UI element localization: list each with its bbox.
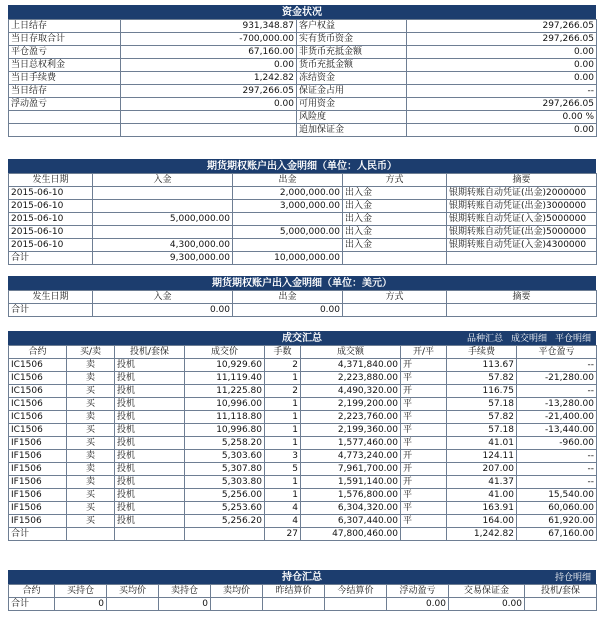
trade-row — [9, 411, 597, 424]
column-header: 入金 — [93, 291, 233, 304]
table-cell: IC1506 — [9, 385, 67, 398]
table-cell — [93, 200, 233, 213]
table-cell: 浮动盈亏 — [9, 98, 121, 111]
column-header: 合约 — [9, 346, 67, 359]
table-cell: 164.00 — [447, 515, 517, 528]
total-cell — [343, 252, 447, 265]
column-header: 昨结算价 — [263, 585, 325, 598]
table-cell — [93, 226, 233, 239]
column-header: 合约 — [9, 585, 55, 598]
table-cell: 出入金 — [343, 200, 447, 213]
table-cell: 4 — [265, 502, 301, 515]
column-header: 平仓盈亏 — [517, 346, 597, 359]
column-header: 成交额 — [301, 346, 401, 359]
table-cell: 5,258.20 — [185, 437, 265, 450]
table-cell: 4,773,240.00 — [301, 450, 401, 463]
cashflow-row — [9, 187, 597, 200]
table-cell: 投机 — [115, 489, 185, 502]
table-cell: 0.00 — [407, 59, 597, 72]
table-cell: 买 — [67, 515, 115, 528]
table-cell: 客户权益 — [297, 20, 407, 33]
table-cell: 1 — [265, 489, 301, 502]
column-header: 开/平 — [401, 346, 447, 359]
table-cell: -- — [517, 359, 597, 372]
total-cell — [115, 528, 185, 541]
positions-link-0[interactable]: 持仓明细 — [554, 573, 591, 583]
trades-table — [8, 345, 597, 541]
table-cell: 投机 — [115, 359, 185, 372]
table-cell: 163.91 — [447, 502, 517, 515]
table-cell: 15,540.00 — [517, 489, 597, 502]
table-cell: 57.18 — [447, 424, 517, 437]
table-cell: 当日结存 — [9, 85, 121, 98]
total-cell — [107, 598, 159, 611]
total-cell: 合计 — [9, 528, 67, 541]
table-cell: 57.18 — [447, 398, 517, 411]
table-cell: 5,000,000.00 — [93, 213, 233, 226]
total-cell — [525, 598, 597, 611]
funds-row — [9, 85, 597, 98]
table-cell: 上日结存 — [9, 20, 121, 33]
table-cell: 4,371,840.00 — [301, 359, 401, 372]
total-cell — [401, 528, 447, 541]
column-header: 交易保证金 — [449, 585, 525, 598]
table-cell: 投机 — [115, 476, 185, 489]
table-cell: 5,000,000.00 — [233, 226, 343, 239]
column-header: 出金 — [233, 174, 343, 187]
trade-row — [9, 424, 597, 437]
table-cell — [233, 239, 343, 252]
column-header: 投机/套保 — [115, 346, 185, 359]
cashflow-row — [9, 200, 597, 213]
table-cell: 买 — [67, 385, 115, 398]
total-cell: 合计 — [9, 252, 93, 265]
table-cell: 1 — [265, 424, 301, 437]
cashflow-row — [9, 213, 597, 226]
table-cell: 113.67 — [447, 359, 517, 372]
table-cell: -- — [517, 476, 597, 489]
total-cell — [211, 598, 263, 611]
table-cell: 投机 — [115, 372, 185, 385]
column-header: 发生日期 — [9, 291, 93, 304]
total-row — [9, 528, 597, 541]
table-cell: 开 — [401, 359, 447, 372]
table-cell: IF1506 — [9, 489, 67, 502]
table-cell: 2 — [265, 359, 301, 372]
table-cell: 1 — [265, 437, 301, 450]
table-cell: 出入金 — [343, 226, 447, 239]
table-cell: 4,490,320.00 — [301, 385, 401, 398]
table-cell: 卖 — [67, 411, 115, 424]
table-cell: 5,307.80 — [185, 463, 265, 476]
total-cell: 0 — [159, 598, 211, 611]
table-cell: 风险度 — [297, 111, 407, 124]
positions-title-bar — [8, 570, 596, 584]
table-cell: 11,225.80 — [185, 385, 265, 398]
table-cell: 2,199,200.00 — [301, 398, 401, 411]
trade-row — [9, 437, 597, 450]
table-cell: IC1506 — [9, 372, 67, 385]
table-cell: 投机 — [115, 411, 185, 424]
total-cell — [263, 598, 325, 611]
column-header: 成交价 — [185, 346, 265, 359]
table-cell: 保证金占用 — [297, 85, 407, 98]
table-cell: 297,266.05 — [407, 98, 597, 111]
column-header: 浮动盈亏 — [387, 585, 449, 598]
table-cell: 平 — [401, 398, 447, 411]
table-cell: IF1506 — [9, 502, 67, 515]
total-cell — [325, 598, 387, 611]
table-cell: 2,223,880.00 — [301, 372, 401, 385]
table-cell: 卖 — [67, 372, 115, 385]
total-cell — [343, 304, 447, 317]
total-cell: 27 — [265, 528, 301, 541]
table-cell: -21,400.00 — [517, 411, 597, 424]
table-cell: 银期转账自动凭证(出金)3000000 — [447, 200, 597, 213]
table-cell: 投机 — [115, 515, 185, 528]
table-cell: IC1506 — [9, 359, 67, 372]
total-row — [9, 598, 597, 611]
column-header: 买均价 — [107, 585, 159, 598]
trade-row — [9, 372, 597, 385]
table-cell: 1 — [265, 411, 301, 424]
table-cell: 2,199,360.00 — [301, 424, 401, 437]
table-cell: 2015-06-10 — [9, 226, 93, 239]
column-header: 买持仓 — [55, 585, 107, 598]
table-cell: 1 — [265, 372, 301, 385]
table-cell: -13,280.00 — [517, 398, 597, 411]
table-cell: 116.75 — [447, 385, 517, 398]
usd-cashflow-section — [8, 276, 596, 317]
usd-cashflow-title: 期货期权账户出入金明细（单位：美元） — [8, 276, 596, 290]
table-cell: IF1506 — [9, 463, 67, 476]
table-cell: -700,000.00 — [121, 33, 297, 46]
table-cell — [121, 111, 297, 124]
table-cell: 1 — [265, 398, 301, 411]
column-header: 卖持仓 — [159, 585, 211, 598]
positions-section — [8, 570, 596, 611]
table-cell: IF1506 — [9, 437, 67, 450]
table-cell: 10,929.60 — [185, 359, 265, 372]
table-cell: 0.00 — [407, 124, 597, 137]
table-cell: 1,242.82 — [121, 72, 297, 85]
table-cell: 货币充抵金额 — [297, 59, 407, 72]
funds-row — [9, 124, 597, 137]
table-cell: 10,996.00 — [185, 398, 265, 411]
table-cell: 开 — [401, 385, 447, 398]
column-header: 摘要 — [447, 291, 597, 304]
table-cell: 6,304,320.00 — [301, 502, 401, 515]
table-cell: 0.00 — [407, 46, 597, 59]
table-cell: 开 — [401, 463, 447, 476]
table-cell: 银期转账自动凭证(出金)2000000 — [447, 187, 597, 200]
table-cell: 1,577,460.00 — [301, 437, 401, 450]
total-cell: 合计 — [9, 598, 55, 611]
table-cell: 当日总权利金 — [9, 59, 121, 72]
column-header: 入金 — [93, 174, 233, 187]
table-cell: 实有货币资金 — [297, 33, 407, 46]
table-cell: 买 — [67, 489, 115, 502]
table-cell: 67,160.00 — [121, 46, 297, 59]
total-row — [9, 304, 597, 317]
column-header: 发生日期 — [9, 174, 93, 187]
table-cell — [9, 111, 121, 124]
table-cell: IF1506 — [9, 476, 67, 489]
table-cell: 57.82 — [447, 372, 517, 385]
table-cell: 5 — [265, 463, 301, 476]
trade-row — [9, 476, 597, 489]
total-cell: 合计 — [9, 304, 93, 317]
table-cell: 124.11 — [447, 450, 517, 463]
table-cell: 买 — [67, 437, 115, 450]
table-cell: 61,920.00 — [517, 515, 597, 528]
funds-section — [8, 5, 596, 137]
table-cell: 平 — [401, 411, 447, 424]
table-cell: 5,303.80 — [185, 476, 265, 489]
cashflow-row — [9, 226, 597, 239]
table-cell: 11,118.80 — [185, 411, 265, 424]
trades-section — [8, 331, 596, 541]
total-cell: 0.00 — [93, 304, 233, 317]
table-cell: 投机 — [115, 424, 185, 437]
total-cell — [447, 304, 597, 317]
table-cell: 1 — [265, 476, 301, 489]
trades-links — [459, 332, 591, 346]
table-cell: 投机 — [115, 502, 185, 515]
table-cell: 2,223,760.00 — [301, 411, 401, 424]
table-cell: 207.00 — [447, 463, 517, 476]
table-cell: 0.00 — [121, 59, 297, 72]
total-cell: 1,242.82 — [447, 528, 517, 541]
table-cell: 5,256.00 — [185, 489, 265, 502]
table-cell: -- — [407, 85, 597, 98]
table-cell: 7,961,700.00 — [301, 463, 401, 476]
table-cell: IF1506 — [9, 515, 67, 528]
table-cell: 平 — [401, 372, 447, 385]
column-header: 今结算价 — [325, 585, 387, 598]
total-cell: 10,000,000.00 — [233, 252, 343, 265]
total-cell: 67,160.00 — [517, 528, 597, 541]
table-cell: 开 — [401, 476, 447, 489]
table-cell: 1,576,800.00 — [301, 489, 401, 502]
total-cell: 0.00 — [387, 598, 449, 611]
table-cell: 0.00 — [407, 72, 597, 85]
table-cell: 平仓盈亏 — [9, 46, 121, 59]
table-cell: 买 — [67, 502, 115, 515]
table-cell: 投机 — [115, 450, 185, 463]
funds-row — [9, 33, 597, 46]
table-cell: -13,440.00 — [517, 424, 597, 437]
table-cell: 57.82 — [447, 411, 517, 424]
trade-row — [9, 398, 597, 411]
column-header: 手数 — [265, 346, 301, 359]
total-cell: 0 — [55, 598, 107, 611]
table-cell: 5,256.20 — [185, 515, 265, 528]
rmb-cashflow-title: 期货期权账户出入金明细（单位：人民币） — [8, 159, 596, 173]
table-cell: -- — [517, 463, 597, 476]
column-header: 方式 — [343, 291, 447, 304]
total-cell: 9,300,000.00 — [93, 252, 233, 265]
total-cell — [447, 252, 597, 265]
table-cell: 5,303.60 — [185, 450, 265, 463]
table-cell: 投机 — [115, 398, 185, 411]
table-cell: 60,060.00 — [517, 502, 597, 515]
table-cell: 0.00 % — [407, 111, 597, 124]
table-cell: 2 — [265, 385, 301, 398]
table-cell: 投机 — [115, 385, 185, 398]
trade-row — [9, 450, 597, 463]
table-cell: 银期转账自动凭证(入金)4300000 — [447, 239, 597, 252]
table-cell: 非货币充抵金额 — [297, 46, 407, 59]
funds-row — [9, 46, 597, 59]
table-cell: -- — [517, 450, 597, 463]
table-cell: 银期转账自动凭证(出金)5000000 — [447, 226, 597, 239]
table-cell: -21,280.00 — [517, 372, 597, 385]
table-cell: 平 — [401, 502, 447, 515]
rmb-cashflow-table — [8, 173, 597, 265]
total-row — [9, 252, 597, 265]
table-cell — [233, 213, 343, 226]
total-cell — [67, 528, 115, 541]
table-cell: 当日存取合计 — [9, 33, 121, 46]
table-cell: 买 — [67, 398, 115, 411]
column-header: 摘要 — [447, 174, 597, 187]
table-cell — [9, 124, 121, 137]
table-cell: -- — [517, 385, 597, 398]
table-cell: IC1506 — [9, 411, 67, 424]
table-cell: 投机 — [115, 437, 185, 450]
column-header: 买/卖 — [67, 346, 115, 359]
table-cell: 卖 — [67, 476, 115, 489]
positions-title: 持仓汇总 — [282, 572, 322, 583]
trades-title-bar — [8, 331, 596, 345]
table-cell: 2015-06-10 — [9, 200, 93, 213]
table-cell: 2015-06-10 — [9, 239, 93, 252]
table-cell: 追加保证金 — [297, 124, 407, 137]
table-cell: 可用资金 — [297, 98, 407, 111]
table-cell: 出入金 — [343, 239, 447, 252]
positions-table — [8, 584, 597, 611]
table-cell: 投机 — [115, 463, 185, 476]
total-cell: 0.00 — [233, 304, 343, 317]
table-cell: 931,348.87 — [121, 20, 297, 33]
funds-row — [9, 72, 597, 85]
funds-row — [9, 59, 597, 72]
table-cell: 出入金 — [343, 213, 447, 226]
table-cell: 41.01 — [447, 437, 517, 450]
trades-link-1[interactable]: 成交明细 — [510, 334, 547, 344]
trade-row — [9, 502, 597, 515]
table-cell: IC1506 — [9, 398, 67, 411]
table-cell: 2015-06-10 — [9, 213, 93, 226]
table-cell: 10,996.80 — [185, 424, 265, 437]
funds-row — [9, 20, 597, 33]
rmb-cashflow-section — [8, 159, 596, 265]
table-cell: 卖 — [67, 450, 115, 463]
table-cell: 银期转账自动凭证(入金)5000000 — [447, 213, 597, 226]
trades-link-0[interactable]: 品种汇总 — [466, 334, 503, 344]
table-cell: 2015-06-10 — [9, 187, 93, 200]
table-cell: 当日手续费 — [9, 72, 121, 85]
table-cell: 0.00 — [121, 98, 297, 111]
column-header: 投机/套保 — [525, 585, 597, 598]
trade-row — [9, 515, 597, 528]
positions-links — [547, 571, 591, 585]
table-cell: 卖 — [67, 359, 115, 372]
table-cell: IC1506 — [9, 424, 67, 437]
table-cell: 3 — [265, 450, 301, 463]
trades-link-2[interactable]: 平仓明细 — [554, 334, 591, 344]
table-cell: 41.37 — [447, 476, 517, 489]
table-cell: 开 — [401, 450, 447, 463]
column-header: 手续费 — [447, 346, 517, 359]
trades-title: 成交汇总 — [282, 333, 322, 344]
table-cell: -960.00 — [517, 437, 597, 450]
funds-table — [8, 19, 597, 137]
column-header: 方式 — [343, 174, 447, 187]
table-cell: 6,307,440.00 — [301, 515, 401, 528]
table-cell: 5,253.60 — [185, 502, 265, 515]
total-cell: 0.00 — [449, 598, 525, 611]
total-cell — [185, 528, 265, 541]
table-cell: 卖 — [67, 463, 115, 476]
usd-cashflow-table — [8, 290, 597, 317]
table-cell: IF1506 — [9, 450, 67, 463]
table-cell: 297,266.05 — [407, 33, 597, 46]
table-cell: 出入金 — [343, 187, 447, 200]
table-cell: 2,000,000.00 — [233, 187, 343, 200]
table-cell: 平 — [401, 437, 447, 450]
trade-row — [9, 463, 597, 476]
table-cell: 297,266.05 — [407, 20, 597, 33]
column-header: 卖均价 — [211, 585, 263, 598]
table-cell: 11,119.40 — [185, 372, 265, 385]
table-cell — [93, 187, 233, 200]
funds-title: 资金状况 — [8, 5, 596, 19]
trade-row — [9, 359, 597, 372]
table-cell: 平 — [401, 515, 447, 528]
table-cell: 平 — [401, 489, 447, 502]
cashflow-row — [9, 239, 597, 252]
table-cell: 1,591,140.00 — [301, 476, 401, 489]
trade-row — [9, 489, 597, 502]
table-cell: 4 — [265, 515, 301, 528]
table-cell: 297,266.05 — [121, 85, 297, 98]
column-header: 出金 — [233, 291, 343, 304]
table-cell — [121, 124, 297, 137]
table-cell: 买 — [67, 424, 115, 437]
total-cell: 47,800,460.00 — [301, 528, 401, 541]
trade-row — [9, 385, 597, 398]
table-cell: 4,300,000.00 — [93, 239, 233, 252]
table-cell: 平 — [401, 424, 447, 437]
table-cell: 冻结资金 — [297, 72, 407, 85]
table-cell: 41.00 — [447, 489, 517, 502]
funds-row — [9, 98, 597, 111]
table-cell: 3,000,000.00 — [233, 200, 343, 213]
funds-row — [9, 111, 597, 124]
